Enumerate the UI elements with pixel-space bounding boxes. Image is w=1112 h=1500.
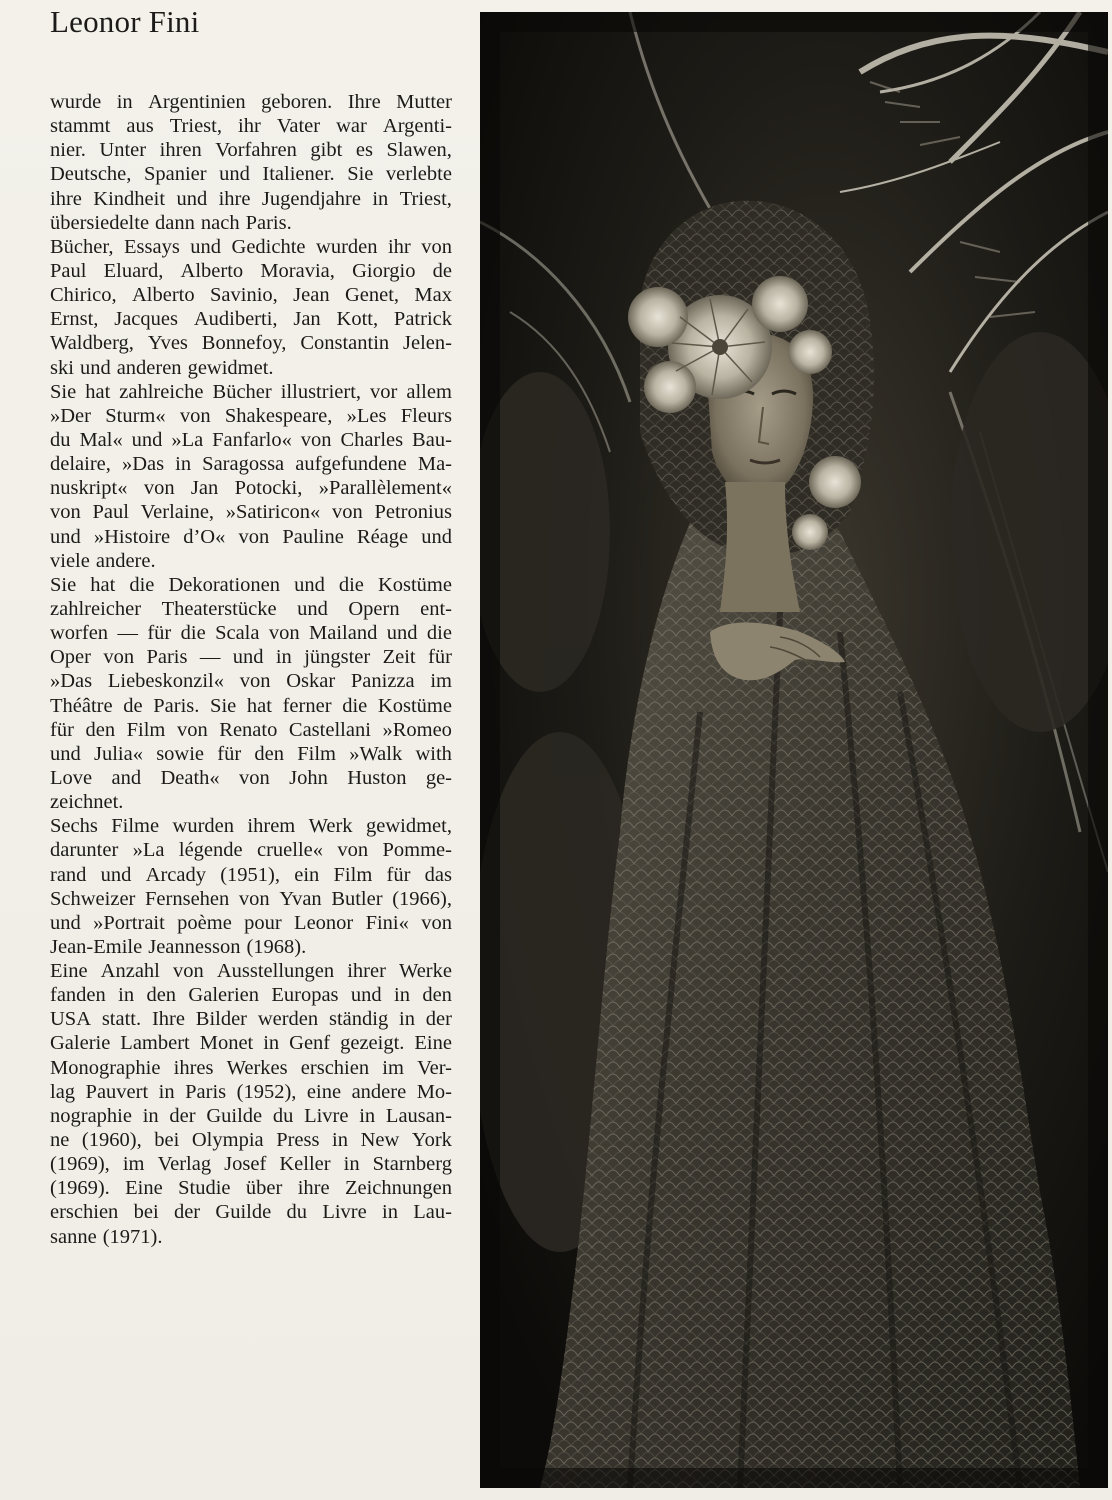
text-line: worfen — für die Scala von Mailand und die [50, 622, 452, 645]
text-line: Paul Eluard, Alberto Moravia, Giorgio de [50, 259, 452, 282]
text-line: Chirico, Alberto Savinio, Jean Genet, Max [50, 284, 452, 307]
text-line: »Der Sturm« von Shakespeare, »Les Fleurs [50, 404, 452, 427]
text-line: und »Portrait poème pour Leonor Fini« von [50, 911, 452, 934]
text-line: erschien bei der Guilde du Livre in Lau- [50, 1201, 452, 1224]
text-line: ihre Kindheit und ihre Jugendjahre in Triest, [50, 187, 452, 210]
text-line: Monographie ihres Werkes erschien im Ver- [50, 1056, 452, 1079]
portrait-photograph [480, 12, 1108, 1488]
text-line: (1969). Eine Studie über ihre Zeichnungen [50, 1177, 452, 1200]
text-line: (1969), im Verlag Josef Keller in Starnberg [50, 1153, 452, 1176]
text-line: sanne (1971). [50, 1225, 163, 1248]
text-line: fanden in den Galerien Europas und in den [50, 984, 452, 1007]
page-title: Leonor Fini [50, 4, 200, 39]
text-line: Waldberg, Yves Bonnefoy, Constantin Jelen- [50, 332, 452, 355]
text-line: du Mal« und »La Fanfarlo« von Charles Bau- [50, 428, 452, 451]
text-line: nuskript« von Jan Potocki, »Parallèlement« [50, 477, 452, 500]
text-line: stammt aus Triest, ihr Vater war Argenti- [50, 115, 452, 138]
text-line: Sie hat zahlreiche Bücher illustriert, vor allem [50, 380, 452, 403]
text-line: Schweizer Fernsehen von Yvan Butler (1966), [50, 887, 452, 910]
text-line: für den Film von Renato Castellani »Romeo [50, 718, 452, 741]
text-line: darunter »La légende cruelle« von Pomme- [50, 839, 452, 862]
text-line: delaire, »Das in Saragossa aufgefundene Ma- [50, 453, 452, 476]
text-line: zahlreicher Theaterstücke und Opern ent- [50, 597, 452, 620]
text-line: ski und anderen gewidmet. [50, 356, 274, 379]
text-line: Sie hat die Dekorationen und die Kostüme [50, 573, 452, 596]
text-line: »Das Liebeskonzil« von Oskar Panizza im [50, 670, 452, 693]
text-line: und »Histoire d’O« von Pauline Réage und [50, 525, 452, 548]
text-line: lag Pauvert in Paris (1952), eine andere Mo- [50, 1080, 452, 1103]
text-line: Deutsche, Spanier und Italiener. Sie verlebte [50, 163, 452, 186]
text-line: nier. Unter ihren Vorfahren gibt es Slawen, [50, 139, 452, 162]
text-line: Oper von Paris — und in jüngster Zeit für [50, 646, 452, 669]
text-line: USA statt. Ihre Bilder werden ständig in der [50, 1008, 452, 1031]
portrait-illustration [480, 12, 1108, 1488]
text-line: nographie in der Guilde du Livre in Lausan- [50, 1104, 452, 1127]
text-line: wurde in Argentinien geboren. Ihre Mutter [50, 91, 452, 113]
text-line: rand und Arcady (1951), ein Film für das [50, 863, 452, 886]
text-line: und Julia« sowie für den Film »Walk with [50, 742, 452, 765]
biography-text [50, 90, 452, 1249]
text-line: Galerie Lambert Monet in Genf gezeigt. Eine [50, 1032, 452, 1055]
text-line: von Paul Verlaine, »Satiricon« von Petronius [50, 501, 452, 524]
text-line: Jean-Emile Jeannesson (1968). [50, 935, 307, 958]
text-line: viele andere. [50, 549, 156, 572]
text-line: Théâtre de Paris. Sie hat ferner die Kostüme [50, 694, 452, 717]
text-line: ne (1960), bei Olympia Press in New York [50, 1129, 452, 1152]
text-line: Ernst, Jacques Audiberti, Jan Kott, Patrick [50, 308, 452, 331]
text-line: Sechs Filme wurden ihrem Werk gewidmet, [50, 815, 452, 838]
text-line: übersiedelte dann nach Paris. [50, 211, 292, 234]
text-line: Bücher, Essays und Gedichte wurden ihr von [50, 235, 452, 258]
text-line: Eine Anzahl von Ausstellungen ihrer Werke [50, 960, 452, 983]
text-line: zeichnet. [50, 791, 124, 814]
text-line: Love and Death« von John Huston ge- [50, 766, 452, 789]
